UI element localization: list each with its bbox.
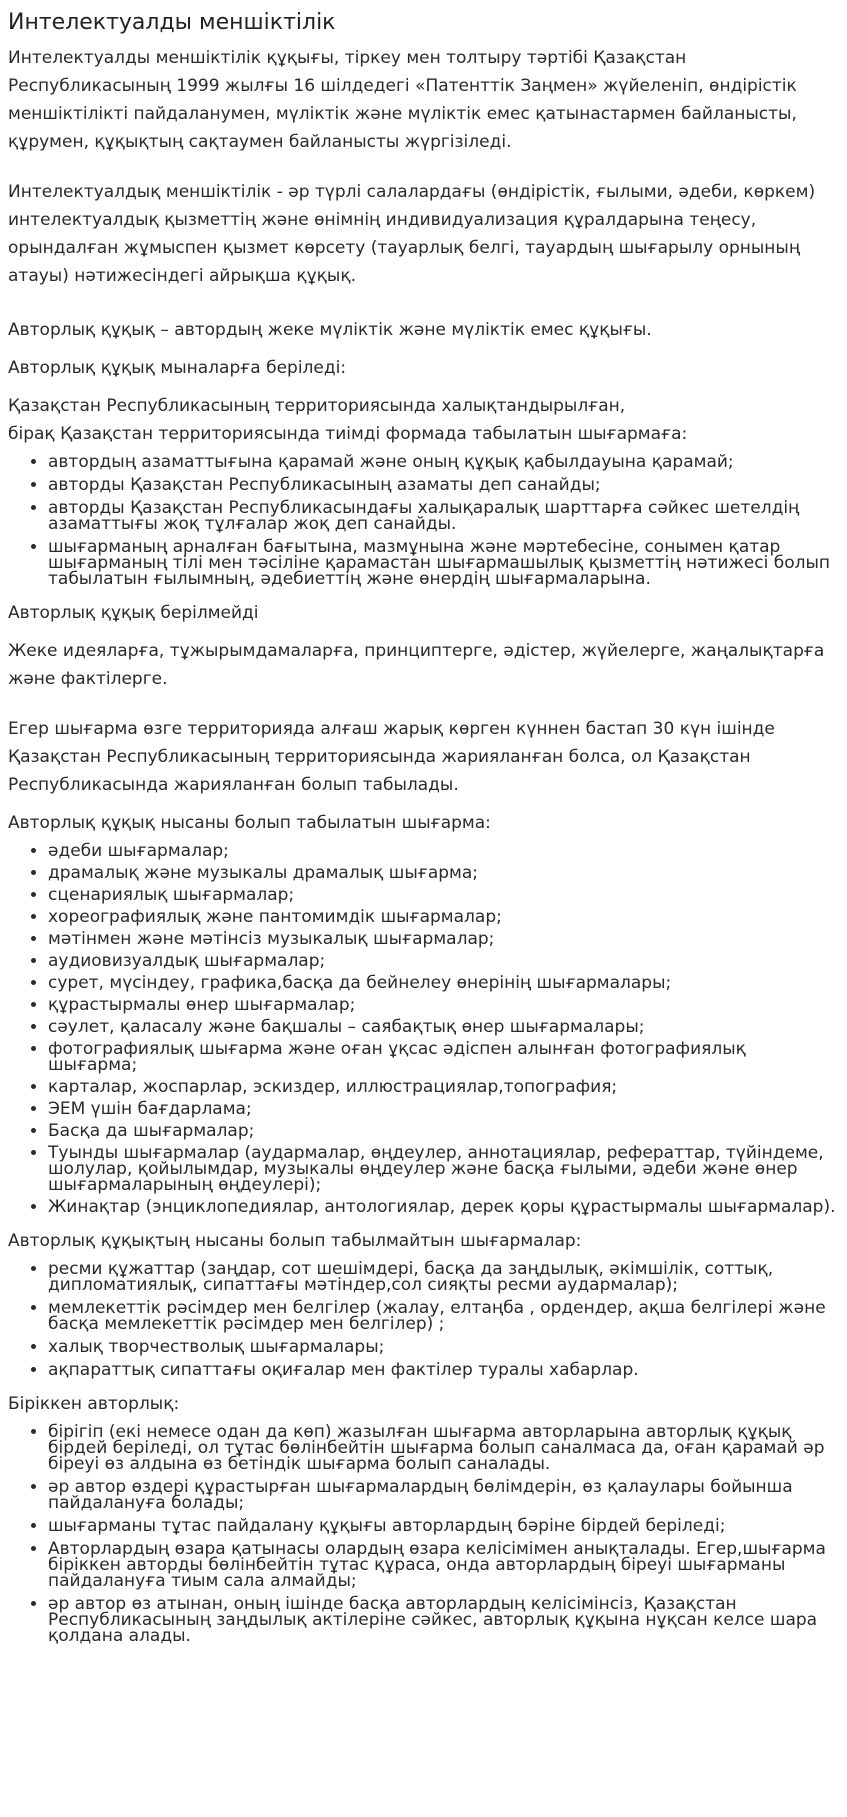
given-to-heading: Авторлық құқық мыналарға беріледі:	[8, 358, 347, 378]
list-item: • сәулет, қаласалу және бақшалы – саябақтық өнер шығармалары;	[48, 1019, 839, 1035]
non-object-heading: Авторлық құқықтың нысаны болып табылмайтын шығармалар:	[8, 1231, 582, 1251]
list-item: • Туынды шығармалар (аудармалар, өңдеулер, аннотациялар, рефераттар, түйіндеме, шолулар, қойылымдар, музыкалы өңдеулер және басқа ғылыми, әдеби және өнер шығармаларының өңдеулері);	[48, 1145, 839, 1193]
object-list	[8, 843, 839, 1215]
joint-heading: Біріккен авторлық:	[8, 1394, 180, 1414]
list-item: • ресми құжаттар (заңдар, сот шешімдері, басқа да заңдылық, әкімшілік, соттық, дипломатиялық, сипаттағы мәтіндер,сол сияқты ресми аудармалар);	[48, 1261, 839, 1293]
list-item: • бірігіп (екі немесе одан да көп) жазылған шығарма авторларына авторлық құқық бірдей беріледі, ол тұтас бөлінбейтін шығарма болып саналмаса да, оған қарамай әр біреуі өз алдына өз бетіндік шығарма болып саналады.	[48, 1424, 839, 1472]
list-item: • Басқа да шығармалар;	[48, 1123, 839, 1139]
joint-list	[8, 1424, 839, 1644]
copyright-definition: Авторлық құқық – автордың жеке мүліктік және мүліктік емес құқығы.	[8, 320, 652, 340]
intro-paragraph: Интелектуалды меншіктілік құқығы, тіркеу мен толтыру тәртібі Қазақстан Республикасының 1999 жылғы 16 шілдедегі «Патенттік Заңмен» жүйеленіп, өндірістік меншіктілікті пайдаланумен, мүліктік және мүліктік емес қатынастармен байланысты, құрумен, құқықтың сақтаумен байланысты жүргізіледі.	[8, 48, 797, 152]
list-item: • мемлекеттік рәсімдер мен белгілер (жалау, елтаңба , ордендер, ақша белгілері және басқа мемлекеттік рәсімдер мен белгілер) ;	[48, 1300, 839, 1332]
list-item: • авторды Қазақстан Республикасындағы халықаралық шарттарға сәйкес шетелдің азаматтығы жоқ тұлғалар жоқ деп санайды.	[48, 500, 839, 532]
list-item: • ақпараттық сипаттағы оқиғалар мен фактілер туралы хабарлар.	[48, 1362, 839, 1378]
list-item: • драмалық және музыкалы драмалық шығарма;	[48, 865, 839, 881]
list-item: • сценариялық шығармалар;	[48, 887, 839, 903]
definition-paragraph: Интелектуалдық меншіктілік - әр түрлі салалардағы (өндірістік, ғылыми, әдеби, көркем) интелектуалдық қызметтің және өнімнің индивидуализация құралдарына теңесу, орындалған жұмыспен қызмет көрсету (тауарлық белгі, тауардың шығарылу орнының атауы) нәтижесіндегі айрықша құқық.	[8, 182, 816, 286]
published-rule-paragraph: Егер шығарма өзге территорияда алғаш жарық көрген күннен бастап 30 күн ішінде Қазақстан Республикасының территориясында жарияланған болса, ол Қазақстан Республикасында жарияланған болып табылады.	[8, 719, 775, 795]
given-to-list	[8, 454, 839, 587]
list-item: • құрастырмалы өнер шығармалар;	[48, 997, 839, 1013]
list-item: • карталар, жоспарлар, эскиздер, иллюстрациялар,топография;	[48, 1079, 839, 1095]
list-item: • халық творчестволық шығармалары;	[48, 1339, 839, 1355]
given-to-intro-line-1: Қазақстан Республикасының территориясында халықтандырылған,	[8, 396, 626, 416]
not-given-heading: Авторлық құқық берілмейді	[8, 603, 259, 623]
list-item: • әдеби шығармалар;	[48, 843, 839, 859]
given-to-intro-line-2: бірақ Қазақстан территориясында тиімді формада табылатын шығармаға:	[8, 424, 688, 444]
page-title: Интелектуалды меншіктілік	[8, 10, 336, 35]
object-heading: Авторлық құқық нысаны болып табылатын шығарма:	[8, 813, 491, 833]
list-item: • аудиовизуалдық шығармалар;	[48, 953, 839, 969]
not-given-text: Жеке идеяларға, тұжырымдамаларға, принциптерге, әдістер, жүйелерге, жаңалықтарға және фактілерге.	[8, 641, 825, 689]
list-item: • әр автор өз атынан, оның ішінде басқа авторлардың келісімінсіз, Қазақстан Республикасының заңдылық актілеріне сәйкес, авторлық құқына нұқсан келсе шара қолдана алады.	[48, 1596, 839, 1644]
list-item: • автордың азаматтығына қарамай және оның құқық қабылдауына қарамай;	[48, 454, 839, 470]
list-item: • мәтінмен және мәтінсіз музыкалық шығармалар;	[48, 931, 839, 947]
list-item: • шығарманың арналған бағытына, мазмұнына және мәртебесіне, сонымен қатар шығарманың тілі мен тәсіліне қарамастан шығармашылық қызметтің нәтижесі болып табылатын ғылымның, әдебиеттің және өнердің шығармаларына.	[48, 539, 839, 587]
list-item: • хореографиялық және пантомимдік шығармалар;	[48, 909, 839, 925]
list-item: • Жинақтар (энциклопедиялар, антологиялар, дерек қоры құрастырмалы шығармалар).	[48, 1199, 839, 1215]
list-item: • әр автор өздері құрастырған шығармалардың бөлімдерін, өз қалаулары бойынша пайдалануға болады;	[48, 1479, 839, 1511]
list-item: • Авторлардың өзара қатынасы олардың өзара келісімімен анықталады. Егер,шығарма біріккен авторды бөлінбейтін тұтас құраса, онда авторлардың біреуі шығарманы пайдалануға тиым сала алмайды;	[48, 1541, 839, 1589]
list-item: • ЭЕМ үшін бағдарлама;	[48, 1101, 839, 1117]
list-item: • авторды Қазақстан Республикасының азаматы деп санайды;	[48, 477, 839, 493]
list-item: • шығарманы тұтас пайдалану құқығы авторлардың бәріне бірдей беріледі;	[48, 1518, 839, 1534]
non-object-list	[8, 1261, 839, 1378]
list-item: • фотографиялық шығарма және оған ұқсас әдіспен алынған фотографиялық шығарма;	[48, 1041, 839, 1073]
list-item: • сурет, мүсіндеу, графика,басқа да бейнелеу өнерінің шығармалары;	[48, 975, 839, 991]
